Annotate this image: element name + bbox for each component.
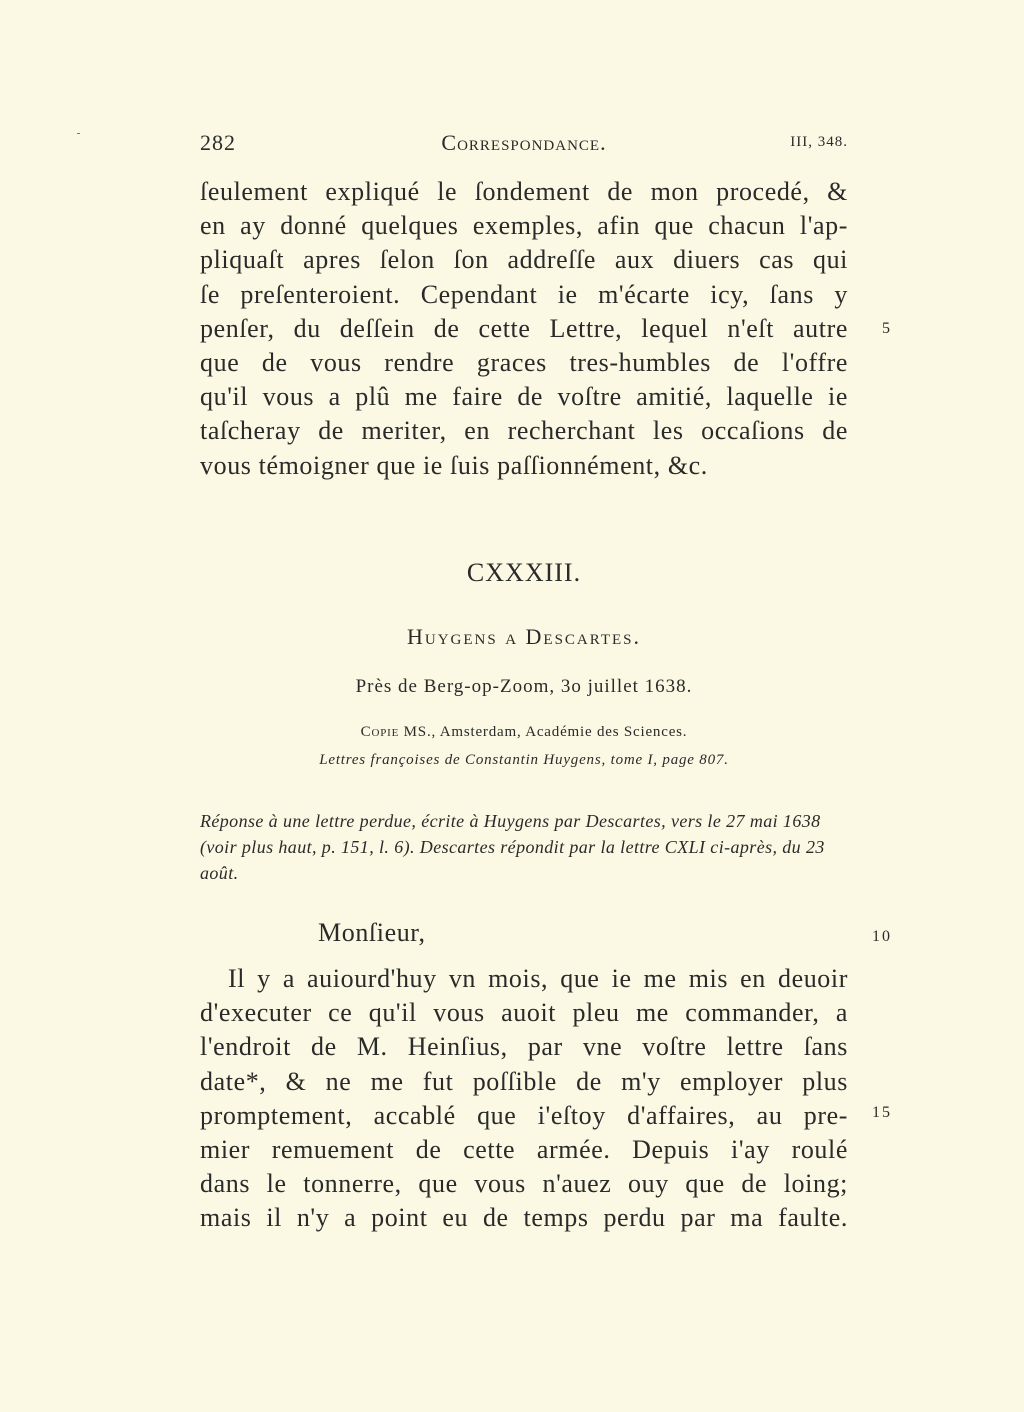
text-line: l'endroit de M. Heinſius, par vne voſtre lettre ſans: [200, 1032, 848, 1062]
source-line: [200, 724, 848, 741]
text-line: promptement, accablé que i'eſtoy d'affaires, au pre-: [200, 1100, 848, 1130]
scan-mark: [77, 133, 80, 134]
text-line: vous témoigner que ie ſuis paſſionnément, &c.: [200, 450, 708, 480]
line-number-15: 15: [872, 1104, 892, 1121]
volume-reference: III, 348.: [790, 134, 848, 150]
place-date: Près de Berg-op-Zoom, 3o juillet 1638.: [355, 676, 693, 697]
text-line: ſe preſenteroient. Cependant ie m'écarte icy, ſans y: [200, 279, 848, 309]
line-number-5: 5: [882, 320, 892, 337]
text-line: ſeulement expliqué le ſondement de mon procedé, &: [200, 177, 848, 206]
text-line: pliquaſt apres ſelon ſon addreſſe aux diuers cas qui: [200, 245, 848, 275]
text-line: d'executer ce qu'il vous auoit pleu me commander, a: [200, 998, 848, 1028]
page-header: [200, 130, 848, 160]
text-line: mais il n'y a point eu de temps perdu par ma faulte.: [200, 1203, 848, 1233]
text-line: taſcheray de meriter, en recherchant les occaſions de: [200, 416, 848, 446]
text-line: dans le tonnerre, que vous n'auez ouy que de loing;: [200, 1169, 848, 1199]
text-line: qu'il vous a plû me faire de voſtre amitié, laquelle ie: [200, 382, 848, 412]
page-number: 282: [200, 130, 236, 155]
running-title: Correspondance.: [441, 130, 607, 155]
salutation: Monſieur,: [318, 918, 426, 947]
text-line: date*, & ne me fut poſſible de m'y employer plus: [200, 1066, 848, 1096]
source-text: MS., Amsterdam, Académie des Sciences.: [399, 724, 688, 740]
letter-title: Huygens a Descartes.: [406, 624, 642, 649]
text-line: que de vous rendre graces tres-humbles de l'offre: [200, 348, 848, 378]
source-reference: Lettres françoises de Constantin Huygens, tome I, page 807.: [319, 752, 729, 768]
source-label: Copie: [360, 724, 400, 740]
line-number-10: 10: [872, 928, 892, 945]
letter-body: [200, 962, 848, 1236]
text-line: penſer, du deſſein de cette Lettre, lequel n'eſt autre: [200, 313, 848, 343]
letter-number: CXXXIII.: [466, 558, 582, 587]
text-line: mier remuement de cette armée. Depuis i'ay roulé: [200, 1135, 848, 1165]
editorial-note: Réponse à une lettre perdue, écrite à Huygens par Descartes, vers le 27 mai 1638 (voir plus haut, p. 151, l. 6). Descartes répondit par la lettre CXLI ci-après, du 23 août.: [200, 811, 825, 883]
top-paragraph: [200, 175, 848, 483]
text-line: Il y a auiourd'huy vn mois, que ie me mis en deuoir: [228, 964, 848, 993]
text-line: en ay donné quelques exemples, afin que chacun l'ap-: [200, 211, 848, 241]
